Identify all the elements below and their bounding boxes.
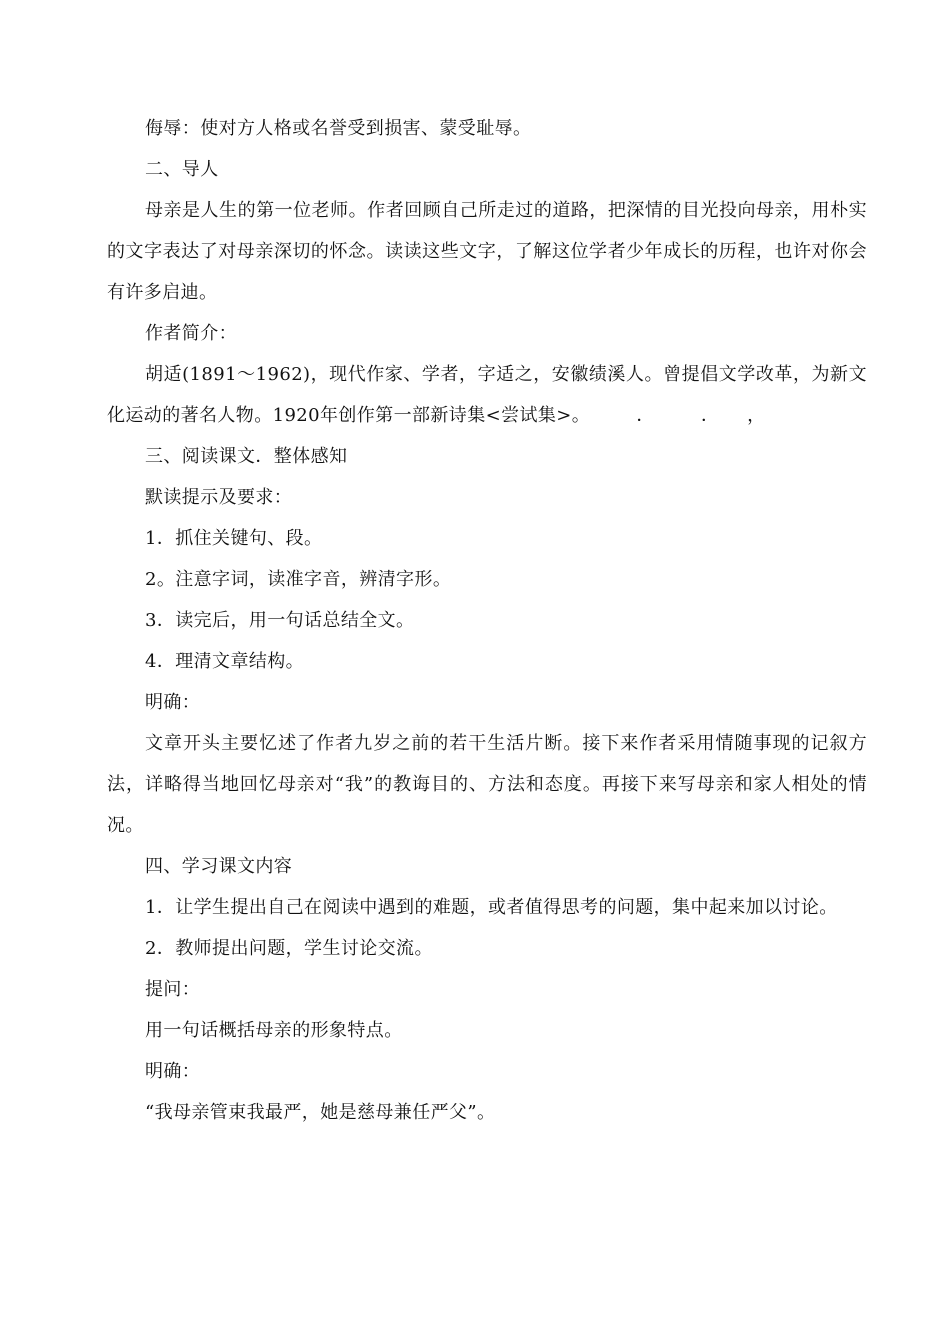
reading-tips-heading: 默读提示及要求：: [145, 487, 293, 508]
list-item: 1．让学生提出自己在阅读中遇到的难题，或者值得思考的问题，集中起来加以讨论。: [145, 897, 838, 918]
clarify-label: 明确：: [145, 1061, 201, 1082]
list-item: 3．读完后，用一句话总结全文。: [145, 610, 415, 631]
paragraph-intro: 母亲是人生的第一位老师。作者回顾自己所走过的道路，把深情的目光投向母亲，用朴实的文字表达了对母亲深切的怀念。读读这些文字，了解这位学者少年成长的历程，也许对你会有许多启迪。: [107, 200, 867, 303]
paragraph-author: [107, 354, 867, 436]
clarify-label: 明确：: [145, 692, 201, 713]
list-item: 4．理清文章结构。: [145, 651, 305, 672]
question-label: 提问：: [145, 979, 201, 1000]
list-item: 1．抓住关键句、段。: [145, 528, 323, 549]
author-heading: 作者简介：: [145, 323, 237, 344]
document-body: [107, 108, 867, 1133]
list-item: 2．教师提出问题，学生讨论交流。: [145, 938, 433, 959]
section-heading-intro: 二、导人: [145, 159, 219, 180]
section-heading-reading: 三、阅读课文．整体感知: [145, 446, 348, 467]
section-heading-study: 四、学习课文内容: [145, 856, 293, 877]
stray-marks: ． ． ，: [581, 405, 766, 426]
question-text: 用一句话概括母亲的形象特点。: [145, 1020, 403, 1041]
paragraph-definition: 侮辱：使对方人格或名誉受到损害、蒙受耻辱。: [145, 118, 532, 139]
answer-quote: “我母亲管束我最严，她是慈母兼任严父”。: [145, 1102, 496, 1123]
author-text: 胡适(1891～1962)，现代作家、学者，字适之，安徽绩溪人。曾提倡文学改革，为新文化运动的著名人物。1920年创作第一部新诗集<尝试集>。: [107, 364, 867, 426]
paragraph-structure: 文章开头主要忆述了作者九岁之前的若干生活片断。接下来作者采用情随事现的记叙方法，详略得当地回忆母亲对“我”的教诲目的、方法和态度。再接下来写母亲和家人相处的情况。: [107, 733, 867, 836]
list-item: 2。注意字词，读准字音，辨清字形。: [145, 569, 452, 590]
